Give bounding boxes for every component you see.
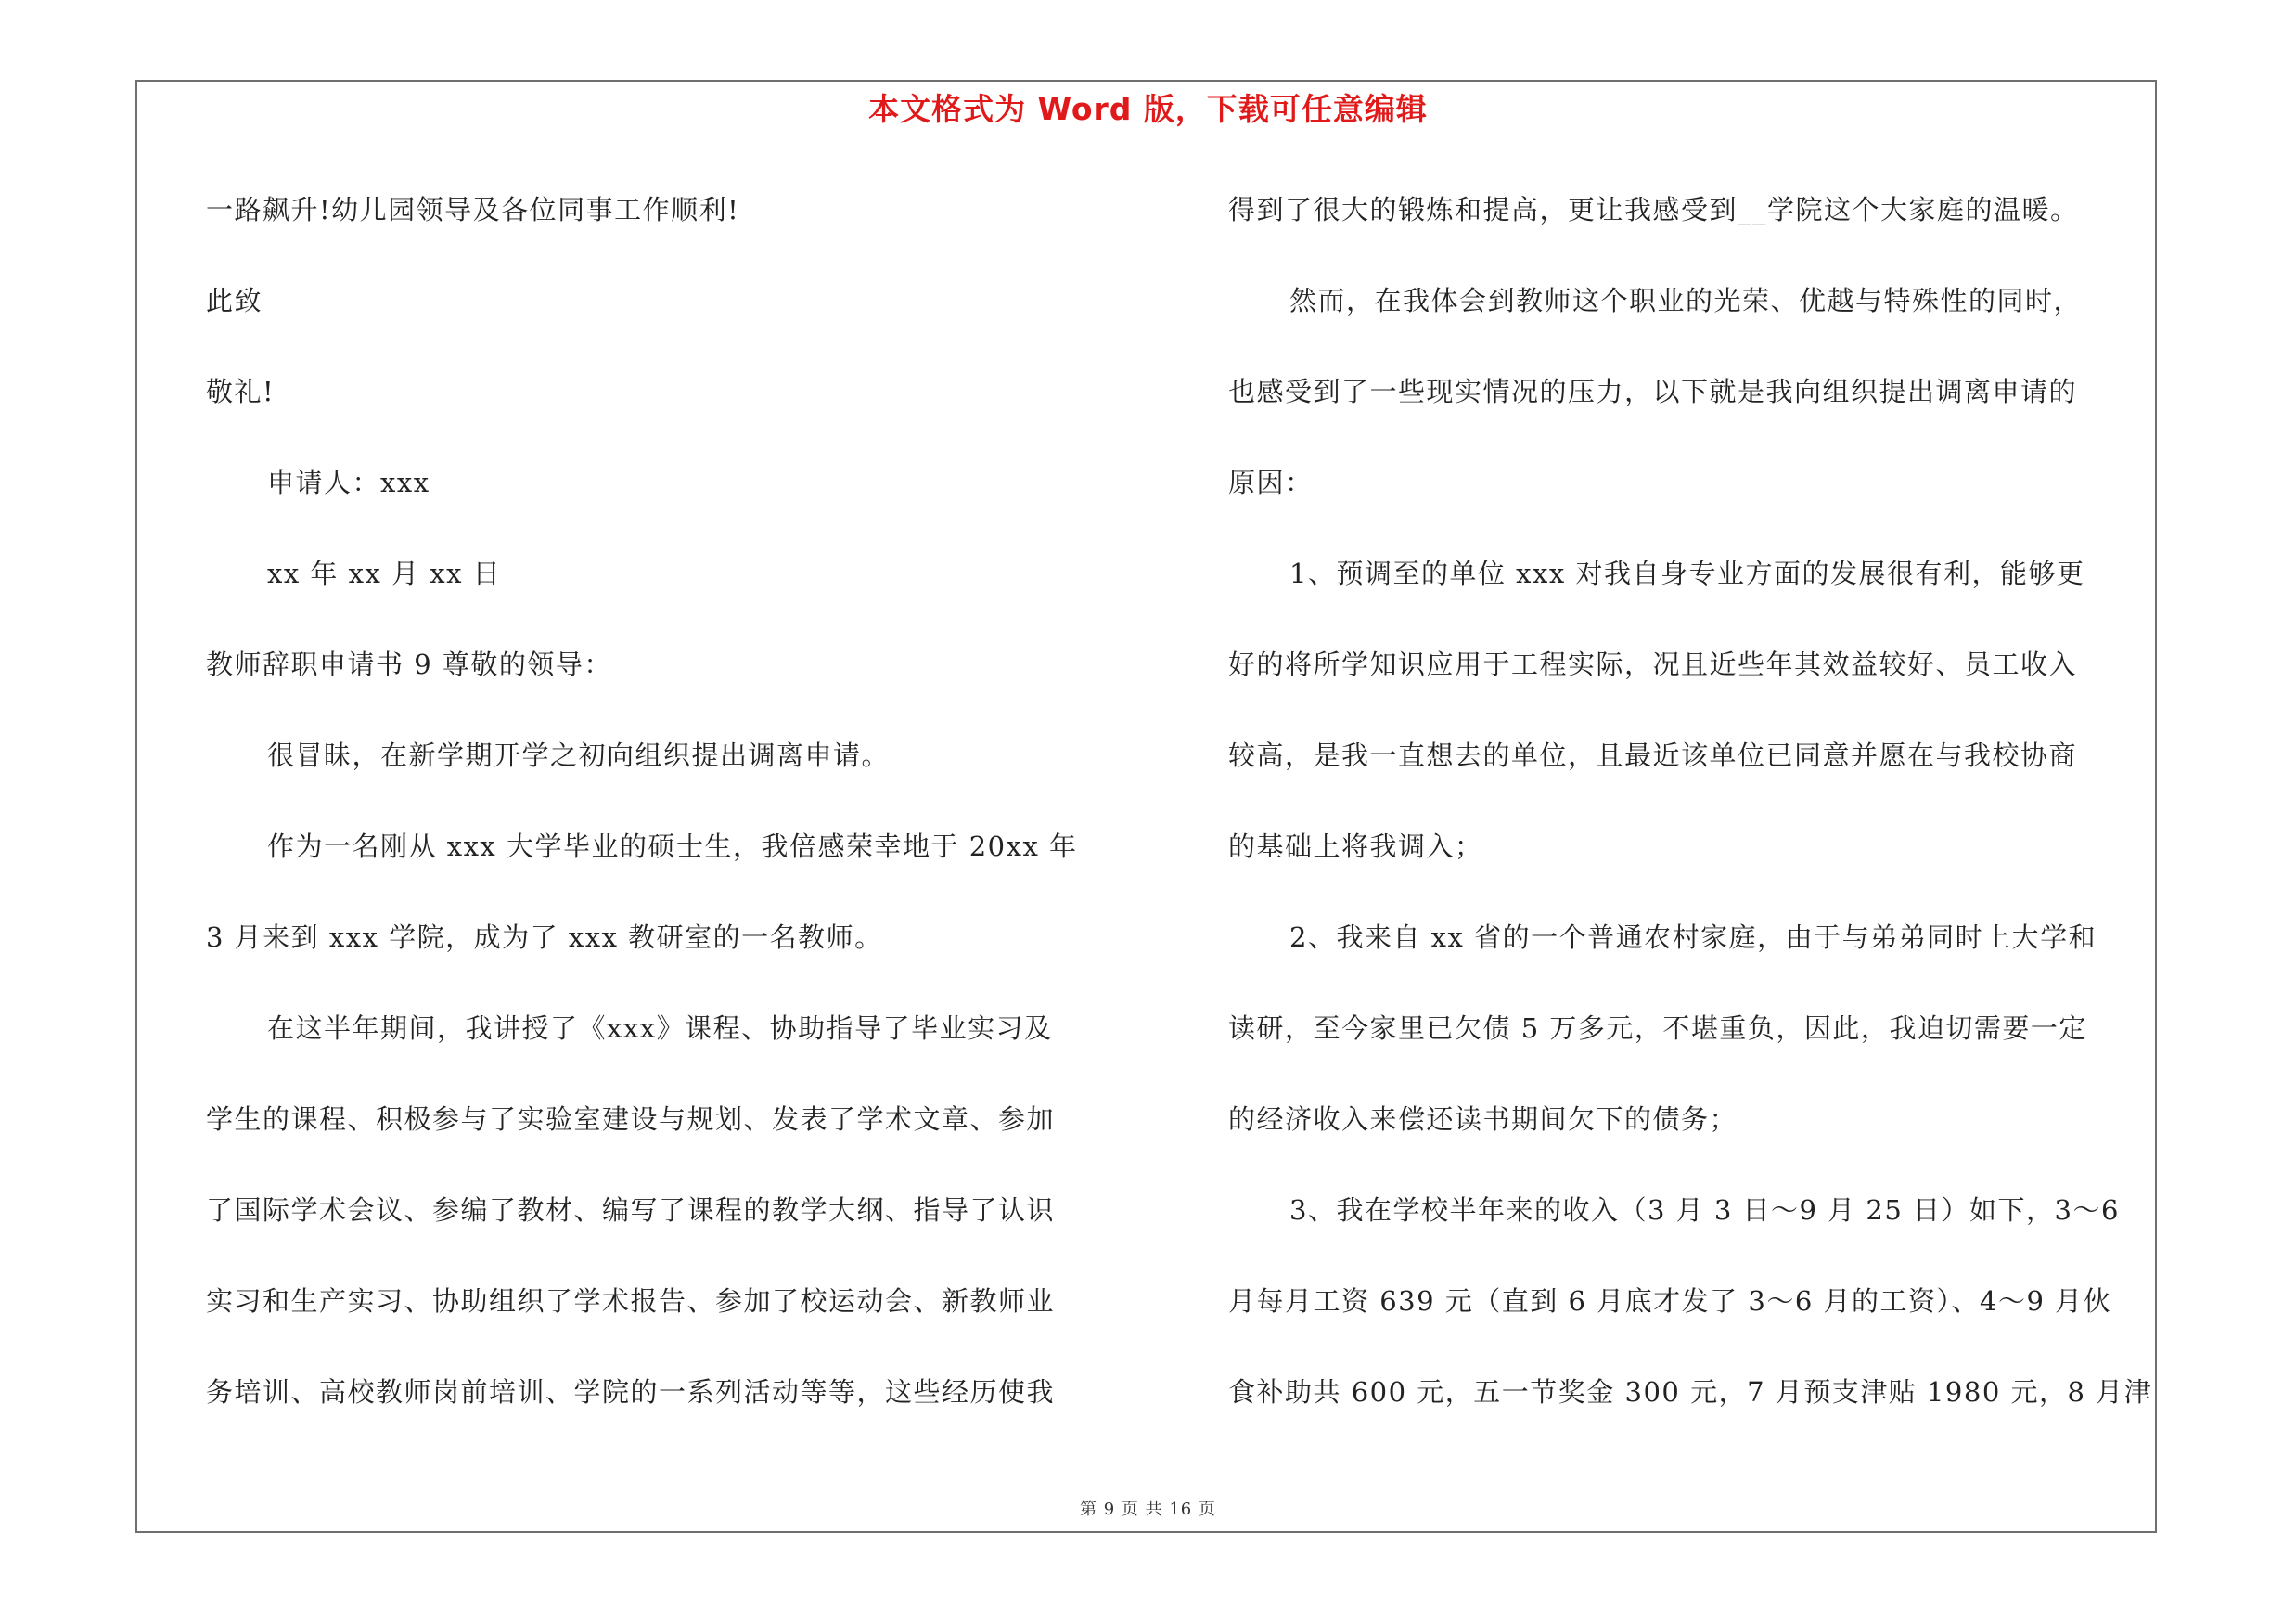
applicant-line: 申请人：xxx (267, 467, 430, 498)
paragraph-line: 读研，至今家里已欠债 5 万多元，不堪重负，因此，我迫切需要一定 (1228, 1012, 2087, 1044)
page-number-footer: 第 9 页 共 16 页 (1080, 1500, 1216, 1519)
paragraph-line: 较高，是我一直想去的单位，且最近该单位已同意并愿在与我校协商 (1228, 740, 2078, 771)
paragraph-line: 实习和生产实习、协助组织了学术报告、参加了校运动会、新教师业 (206, 1285, 1056, 1317)
paragraph-line: 2、我来自 xx 省的一个普通农村家庭，由于与弟弟同时上大学和 (1289, 921, 2097, 953)
paragraph-line: 也感受到了一些现实情况的压力，以下就是我向组织提出调离申请的 (1228, 376, 2078, 407)
paragraph-line: 很冒昧，在新学期开学之初向组织提出调离申请。 (267, 740, 891, 771)
left-column (206, 182, 1134, 1455)
paragraph-line: 务培训、高校教师岗前培训、学院的一系列活动等等，这些经历使我 (206, 1376, 1056, 1408)
paragraph-line: 3 月来到 xxx 学院，成为了 xxx 教研室的一名教师。 (206, 921, 883, 953)
paragraph-line: 在这半年期间，我讲授了《xxx》课程、协助指导了毕业实习及 (267, 1012, 1053, 1044)
paragraph-line: 了国际学术会议、参编了教材、编写了课程的教学大纲、指导了认识 (206, 1194, 1056, 1226)
paragraph-line: 原因： (1228, 467, 1314, 498)
salutation-line: 敬礼! (206, 376, 276, 407)
paragraph-line: 3、我在学校半年来的收入（3 月 3 日～9 月 25 日）如下，3～6 (1289, 1194, 2120, 1226)
paragraph-line: 作为一名刚从 xxx 大学毕业的硕士生，我倍感荣幸地于 20xx 年 (267, 831, 1078, 862)
letter-heading-line: 教师辞职申请书 9 尊敬的领导： (206, 649, 612, 680)
format-banner: 本文格式为 Word 版，下载可任意编辑 (868, 91, 1428, 127)
paragraph-line: 的经济收入来偿还读书期间欠下的债务； (1228, 1103, 1738, 1135)
paragraph-line: 然而，在我体会到教师这个职业的光荣、优越与特殊性的同时， (1289, 285, 2083, 316)
paragraph-line: 得到了很大的锻炼和提高，更让我感受到__学院这个大家庭的温暖。 (1228, 194, 2079, 225)
paragraph-line: 好的将所学知识应用于工程实际，况且近些年其效益较好、员工收入 (1228, 649, 2078, 680)
paragraph-line: 的基础上将我调入； (1228, 831, 1483, 862)
date-line: xx 年 xx 月 xx 日 (267, 558, 502, 589)
paragraph-line: 学生的课程、积极参与了实验室建设与规划、发表了学术文章、参加 (206, 1103, 1056, 1135)
paragraph-line: 食补助共 600 元，五一节奖金 300 元，7 月预支津贴 1980 元，8 月津 (1228, 1376, 2153, 1408)
paragraph-line: 月每月工资 639 元（直到 6 月底才发了 3～6 月的工资）、4～9 月伙 (1228, 1285, 2112, 1317)
closing-line: 此致 (206, 285, 263, 316)
paragraph-line: 1、预调至的单位 xxx 对我自身专业方面的发展很有利，能够更 (1289, 558, 2085, 589)
paragraph-line: 一路飙升!幼儿园领导及各位同事工作顺利! (206, 194, 740, 225)
right-column (1228, 182, 2165, 1455)
